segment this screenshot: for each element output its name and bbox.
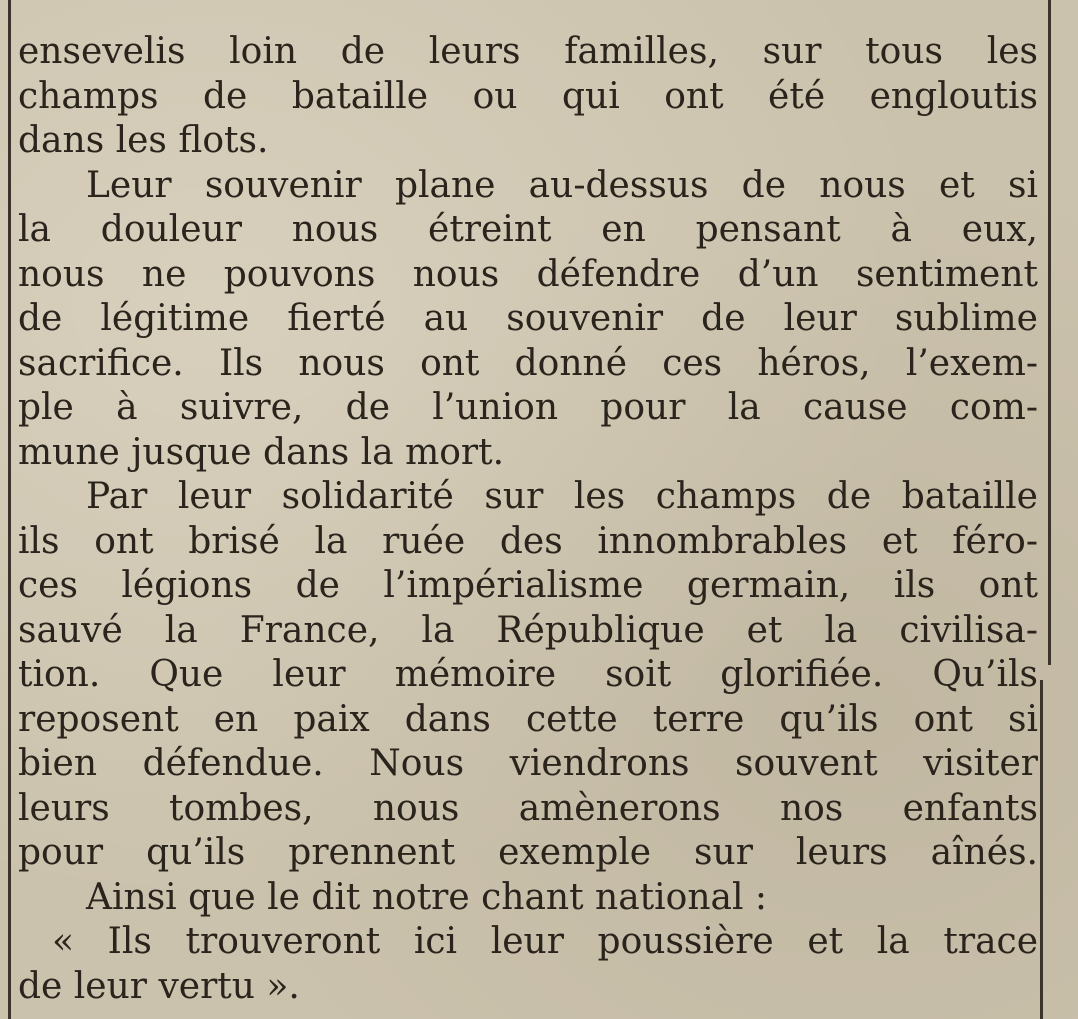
- text-line-10: mune jusque dans la mort.: [18, 431, 505, 473]
- text-line-22: de leur vertu ».: [18, 965, 300, 1007]
- text-line-2: champs de bataille ou qui ont été engloutis: [18, 75, 1038, 117]
- text-line-17: bien défendue. Nous viendrons souvent visiter: [18, 743, 1038, 784]
- article-text-column: [18, 30, 1038, 1009]
- text-line-5: la douleur nous étreint en pensant à eux,: [18, 209, 1038, 250]
- text-line-18: leurs tombes, nous amènerons nos enfants: [18, 787, 1038, 829]
- text-line-15: tion. Que leur mémoire soit glorifiée. Qu’ils: [18, 654, 1038, 695]
- text-line-13: ces légions de l’impérialisme germain, ils ont: [18, 565, 1038, 606]
- text-line-6: nous ne pouvons nous défendre d’un sentiment: [18, 253, 1038, 295]
- text-line-9: ple à suivre, de l’union pour la cause com-: [18, 387, 1038, 428]
- text-line-14: sauvé la France, la République et la civilisa-: [18, 609, 1038, 651]
- column-rule-left: [8, 0, 11, 1019]
- text-line-3: dans les flots.: [18, 120, 269, 161]
- text-line-12: ils ont brisé la ruée des innombrables et féro-: [18, 520, 1038, 562]
- text-line-16: reposent en paix dans cette terre qu’ils ont si: [18, 698, 1038, 740]
- text-line-8: sacrifice. Ils nous ont donné ces héros, l’exem-: [18, 342, 1038, 384]
- text-line-19: pour qu’ils prennent exemple sur leurs aînés.: [18, 832, 1038, 873]
- text-line-11: Par leur solidarité sur les champs de bataille: [86, 476, 1038, 517]
- text-line-20: Ainsi que le dit notre chant national :: [86, 876, 768, 918]
- text-line-1: ensevelis loin de leurs familles, sur tous les: [18, 31, 1038, 72]
- text-line-7: de légitime fierté au souvenir de leur sublime: [18, 298, 1038, 339]
- text-line-4: Leur souvenir plane au-dessus de nous et si: [86, 164, 1038, 206]
- column-rule-right-upper: [1048, 0, 1051, 665]
- text-line-21: « Ils trouveront ici leur poussière et la trace: [52, 921, 1038, 962]
- column-rule-right-lower: [1040, 680, 1043, 1019]
